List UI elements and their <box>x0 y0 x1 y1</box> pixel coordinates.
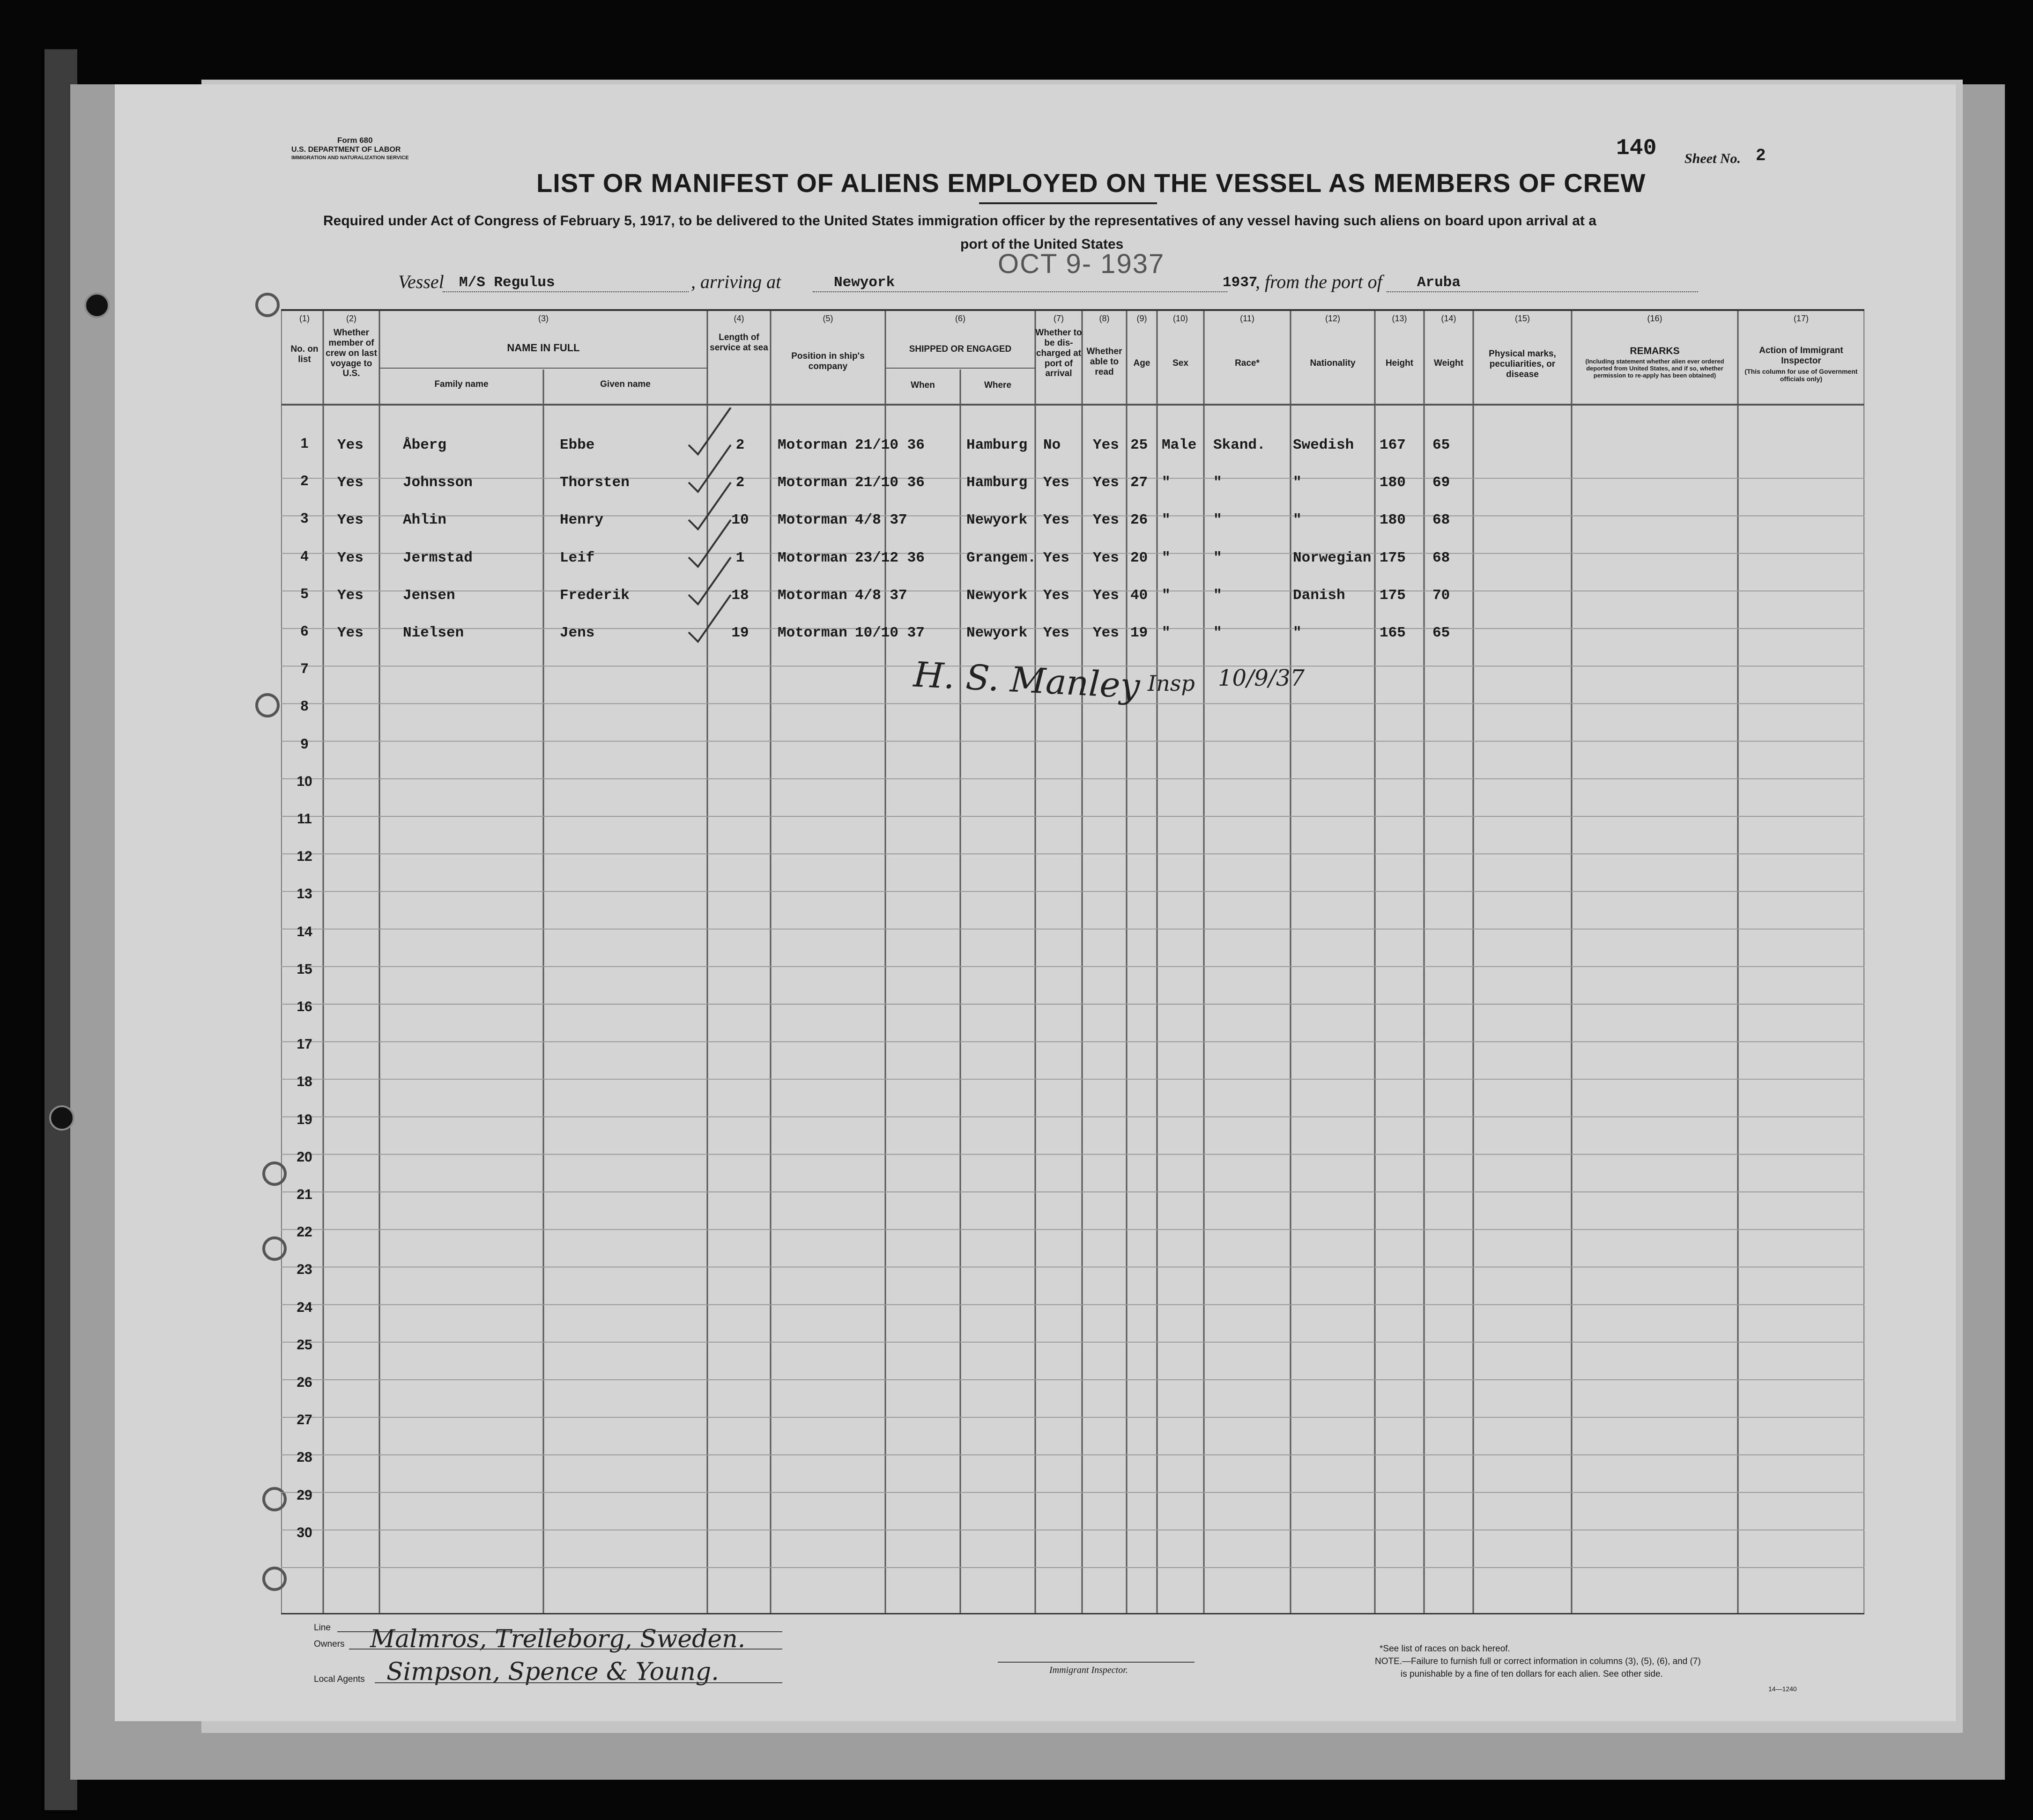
cell-discharged: Yes <box>1043 625 1069 641</box>
title-underline <box>979 202 1157 204</box>
header-nationality: Nationality <box>1310 358 1356 368</box>
cell-service: 19 <box>731 625 749 641</box>
col-number: (5) <box>823 314 833 323</box>
cell-weight: 65 <box>1432 437 1450 453</box>
header-last-voyage: Whether member of crew on last voyage to U.S. <box>326 328 377 379</box>
cell-height: 180 <box>1380 474 1406 491</box>
inspector-abbrev: Insp <box>1148 671 1195 696</box>
cell-sex: " <box>1162 549 1171 566</box>
punch-hole <box>49 1105 74 1131</box>
cell-family: Jensen <box>403 587 455 604</box>
row-number: 8 <box>300 698 309 714</box>
col-number: (10) <box>1172 314 1188 323</box>
cell-when: 4/8 37 <box>855 512 907 529</box>
cell-sex: " <box>1162 625 1171 641</box>
cell-race: " <box>1213 512 1222 529</box>
cell-age: 27 <box>1130 474 1148 491</box>
cell-discharged: No <box>1043 437 1061 453</box>
cell-given: Ebbe <box>560 437 595 453</box>
cell-nationality: Danish <box>1293 587 1345 604</box>
row-number: 15 <box>297 961 312 977</box>
cell-weight: 68 <box>1432 512 1450 529</box>
row-number: 12 <box>297 849 312 865</box>
row-number: 11 <box>297 811 312 827</box>
cell-position: Motorman <box>778 549 847 566</box>
from-line <box>1387 291 1698 292</box>
table-grid-lines <box>281 311 1864 1613</box>
cell-read: Yes <box>1093 587 1119 604</box>
check-marks <box>684 407 740 651</box>
col-number: (3) <box>538 314 549 323</box>
cell-weight: 69 <box>1432 474 1450 491</box>
cell-where: Hamburg <box>966 437 1028 453</box>
header-discharged: Whether to be dis-charged at port of arrival <box>1035 328 1082 379</box>
cell-when: 21/10 36 <box>855 474 925 491</box>
agents-underline <box>375 1682 782 1683</box>
note-penalty-2: is punishable by a fine of ten dollars for each alien. See other side. <box>1401 1669 1663 1679</box>
page-title: LIST OR MANIFEST OF ALIENS EMPLOYED ON THE VESSEL AS MEMBERS OF CREW <box>536 168 1646 198</box>
cell-nationality: " <box>1293 625 1302 641</box>
cell-height: 180 <box>1380 512 1406 529</box>
row-number: 28 <box>297 1450 312 1465</box>
header-remarks: REMARKS <box>1630 346 1680 356</box>
col-number: (9) <box>1136 314 1147 323</box>
header-shipped-divider <box>885 368 1035 369</box>
col-number: (14) <box>1441 314 1456 323</box>
cell-given: Jens <box>560 625 595 641</box>
sheet-number: 2 <box>1756 146 1766 165</box>
cell-nationality: Norwegian <box>1293 549 1372 566</box>
cell-sex: Male <box>1162 437 1197 453</box>
row-number: 7 <box>300 661 309 677</box>
row-number: 2 <box>300 473 309 489</box>
cell-sex: " <box>1162 512 1171 529</box>
subtitle-line-1: Required under Act of Congress of February 5, 1917, to be delivered to the United States immigration officer by the representatives of any vessel having such aliens on board upon arrival at a <box>323 213 1596 229</box>
cell-given: Henry <box>560 512 604 529</box>
col-number: (11) <box>1240 314 1254 323</box>
punch-hole <box>84 293 110 318</box>
row-number: 30 <box>297 1524 312 1540</box>
cell-race: " <box>1213 625 1222 641</box>
cell-service: 1 <box>735 549 745 566</box>
cell-nationality: " <box>1293 474 1302 491</box>
date-stamp: OCT 9- 1937 <box>998 249 1165 279</box>
manifest-table <box>281 309 1864 1614</box>
header-family-name: Family name <box>434 379 489 389</box>
row-number: 9 <box>300 736 309 752</box>
note-races: *See list of races on back hereof. <box>1380 1644 1510 1654</box>
agents-value: Simpson, Spence & Young. <box>386 1658 719 1686</box>
binder-ring <box>255 293 280 317</box>
cell-race: " <box>1213 474 1222 491</box>
header-action-inspector: Action of Immigrant Inspector <box>1759 346 1843 366</box>
header-able-to-read: Whether able to read <box>1086 347 1122 377</box>
cell-given: Frederik <box>560 587 630 604</box>
cell-when: 10/10 37 <box>855 625 925 641</box>
arrival-year: 1937 <box>1223 274 1258 291</box>
row-number: 1 <box>300 436 309 451</box>
cell-last-voyage: Yes <box>337 474 364 491</box>
header-given-name: Given name <box>600 379 651 389</box>
cell-last-voyage: Yes <box>337 625 364 641</box>
note-penalty-1: NOTE.—Failure to furnish full or correct information in columns (3), (5), (6), and (7) <box>1375 1657 1701 1666</box>
cell-position: Motorman <box>778 512 847 529</box>
cell-when: 4/8 37 <box>855 587 907 604</box>
header-when: When <box>911 380 935 390</box>
cell-last-voyage: Yes <box>337 549 364 566</box>
col-number: (13) <box>1392 314 1407 323</box>
cell-age: 25 <box>1130 437 1148 453</box>
row-number: 4 <box>300 548 309 564</box>
owners-label: Owners <box>314 1639 345 1649</box>
sheet-label: Sheet No. <box>1684 151 1741 166</box>
cell-height: 175 <box>1380 587 1406 604</box>
header-position: Position in ship's company <box>791 351 865 371</box>
cell-weight: 65 <box>1432 625 1450 641</box>
row-number: 10 <box>297 773 312 789</box>
row-number: 17 <box>297 1036 312 1052</box>
cell-discharged: Yes <box>1043 549 1069 566</box>
header-name-divider <box>379 368 707 369</box>
dept-line-1: U.S. DEPARTMENT OF LABOR <box>291 146 401 154</box>
header-length-of-service: Length of service at sea <box>710 333 768 353</box>
cell-age: 19 <box>1130 625 1148 641</box>
cell-last-voyage: Yes <box>337 437 364 453</box>
col-number: (17) <box>1793 314 1809 323</box>
header-physical-marks: Physical marks, peculiarities, or disease <box>1489 349 1556 379</box>
cell-discharged: Yes <box>1043 474 1069 491</box>
cell-height: 175 <box>1380 549 1406 566</box>
header-remarks-note: (Including statement whether alien ever ordered deported from United States, and if so, whether permission to re-apply has been obtained) <box>1585 358 1724 379</box>
cell-nationality: Swedish <box>1293 437 1354 453</box>
owners-value: Malmros, Trelleborg, Sweden. <box>370 1625 746 1653</box>
vessel-line <box>443 291 689 292</box>
header-sex: Sex <box>1172 358 1188 368</box>
cell-race: " <box>1213 549 1222 566</box>
row-number: 26 <box>297 1375 312 1390</box>
row-number: 14 <box>297 924 312 940</box>
cell-where: Hamburg <box>966 474 1028 491</box>
arriving-port: Newyork <box>834 274 895 291</box>
cell-height: 165 <box>1380 625 1406 641</box>
header-shipped-engaged: SHIPPED OR ENGAGED <box>909 344 1012 354</box>
cell-when: 23/12 36 <box>855 549 925 566</box>
col-number: (6) <box>955 314 965 323</box>
arriving-line <box>813 291 1227 292</box>
header-height: Height <box>1385 358 1414 368</box>
cell-service: 2 <box>735 437 745 453</box>
cell-sex: " <box>1162 587 1171 604</box>
cell-read: Yes <box>1093 437 1119 453</box>
cell-where: Newyork <box>966 512 1028 529</box>
cell-family: Johnsson <box>403 474 473 491</box>
col-number: (2) <box>346 314 356 323</box>
row-number: 16 <box>297 999 312 1014</box>
row-number: 24 <box>297 1299 312 1315</box>
cell-nationality: " <box>1293 512 1302 529</box>
cell-age: 20 <box>1130 549 1148 566</box>
row-number: 20 <box>297 1149 312 1165</box>
from-label: , from the port of <box>1255 271 1382 292</box>
row-number: 18 <box>297 1074 312 1090</box>
agents-label: Local Agents <box>314 1674 365 1684</box>
binder-ring <box>255 693 280 718</box>
header-name-in-full: NAME IN FULL <box>507 342 580 354</box>
arriving-label: , arriving at <box>691 271 781 292</box>
cell-discharged: Yes <box>1043 512 1069 529</box>
row-number: 27 <box>297 1412 312 1428</box>
cell-read: Yes <box>1093 474 1119 491</box>
cell-discharged: Yes <box>1043 587 1069 604</box>
cell-where: Newyork <box>966 625 1028 641</box>
row-number: 19 <box>297 1111 312 1127</box>
header-action-note: (This column for use of Government officials only) <box>1744 368 1858 383</box>
row-number: 5 <box>300 585 309 601</box>
inspector-signature: H. S. Manley <box>913 654 1141 707</box>
cell-race: " <box>1213 587 1222 604</box>
header-race: Race* <box>1235 358 1260 368</box>
cell-read: Yes <box>1093 625 1119 641</box>
cell-age: 40 <box>1130 587 1148 604</box>
cell-last-voyage: Yes <box>337 512 364 529</box>
cell-race: Skand. <box>1213 437 1266 453</box>
cell-position: Motorman <box>778 587 847 604</box>
cell-family: Ahlin <box>403 512 447 529</box>
cell-read: Yes <box>1093 549 1119 566</box>
header-where: Where <box>984 380 1012 390</box>
cell-weight: 70 <box>1432 587 1450 604</box>
row-number: 23 <box>297 1262 312 1278</box>
col-number: (7) <box>1054 314 1064 323</box>
header-weight: Weight <box>1434 358 1463 368</box>
cell-family: Åberg <box>403 437 447 453</box>
col-number: (15) <box>1514 314 1530 323</box>
inspector-label: Immigrant Inspector. <box>1049 1665 1128 1675</box>
row-number: 6 <box>300 623 309 639</box>
col-number: (4) <box>734 314 744 323</box>
vessel-label: Vessel <box>398 271 444 292</box>
cell-when: 21/10 36 <box>855 437 925 453</box>
cell-sex: " <box>1162 474 1171 491</box>
cell-family: Jermstad <box>403 549 473 566</box>
check-mark <box>689 407 731 454</box>
header-age: Age <box>1133 358 1150 368</box>
cell-service: 2 <box>735 474 745 491</box>
cell-family: Nielsen <box>403 625 464 641</box>
col-number: (16) <box>1647 314 1662 323</box>
from-port: Aruba <box>1417 274 1461 291</box>
line-label: Line <box>314 1623 331 1633</box>
row-number: 29 <box>297 1487 312 1503</box>
row-number: 21 <box>297 1187 312 1202</box>
col-number: (1) <box>299 314 310 323</box>
col-number: (8) <box>1099 314 1110 323</box>
inspector-sign-line <box>998 1662 1195 1663</box>
cell-height: 167 <box>1380 437 1406 453</box>
row-number: 13 <box>297 886 312 902</box>
cell-read: Yes <box>1093 512 1119 529</box>
cell-age: 26 <box>1130 512 1148 529</box>
cell-service: 10 <box>731 512 749 529</box>
cell-last-voyage: Yes <box>337 587 364 604</box>
subtitle-line-2: port of the United States <box>960 237 1124 252</box>
header-no-on-list: No. on list <box>290 344 319 364</box>
form-code: 14—1240 <box>1768 1685 1797 1693</box>
cell-position: Motorman <box>778 474 847 491</box>
row-number: 22 <box>297 1224 312 1240</box>
row-number: 3 <box>300 510 309 526</box>
cell-given: Leif <box>560 549 595 566</box>
cell-position: Motorman <box>778 437 847 453</box>
vessel-name: M/S Regulus <box>459 274 555 291</box>
owners-underline <box>349 1649 782 1650</box>
cell-weight: 68 <box>1432 549 1450 566</box>
row-number: 25 <box>297 1337 312 1353</box>
cell-where: Grangem. <box>966 549 1036 566</box>
page-number: 140 <box>1616 136 1657 161</box>
inspector-date: 10/9/37 <box>1218 665 1305 691</box>
cell-position: Motorman <box>778 625 847 641</box>
form-number: Form 680 <box>337 136 373 145</box>
dept-line-2: IMMIGRATION AND NATURALIZATION SERVICE <box>291 155 409 161</box>
cell-service: 18 <box>731 587 749 604</box>
cell-given: Thorsten <box>560 474 630 491</box>
col-number: (12) <box>1325 314 1340 323</box>
cell-where: Newyork <box>966 587 1028 604</box>
